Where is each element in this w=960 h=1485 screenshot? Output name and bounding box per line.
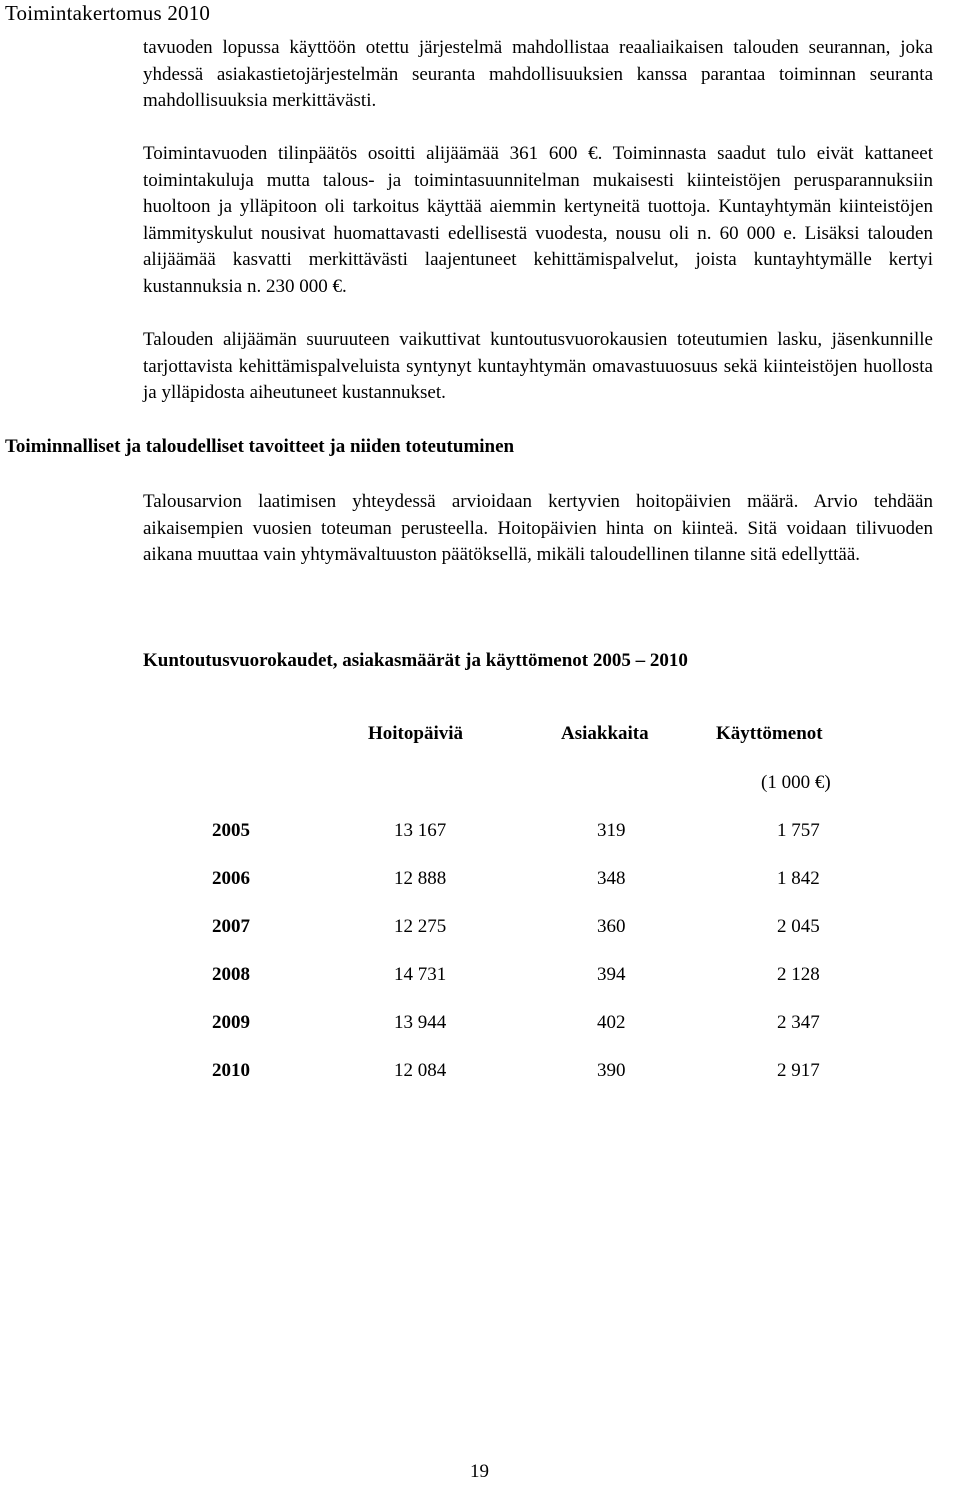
table-cell-kayttomenot: 1 757 [777, 820, 820, 841]
table-row-year: 2007 [212, 916, 250, 937]
paragraph-system-monitoring: tavuoden lopussa käyttöön otettu järjestelmä mahdollistaa reaaliaikaisen talouden seurannan, joka yhdessä asiakastietojärjestelmän seuranta mahdollisuuksien kanssa parantaa toiminnan seuranta mahdollisuuksia merkittävästi. [143, 37, 933, 111]
table-cell-hoitopaivia: 12 084 [394, 1060, 447, 1081]
table-cell-asiakkaita: 390 [597, 1060, 626, 1081]
table-cell-asiakkaita: 360 [597, 916, 626, 937]
table-row-year: 2005 [212, 820, 250, 841]
table-cell-asiakkaita: 348 [597, 868, 626, 889]
table-cell-hoitopaivia: 12 275 [394, 916, 447, 937]
table-cell-asiakkaita: 394 [597, 964, 626, 985]
paragraph-budget-estimation: Talousarvion laatimisen yhteydessä arvioidaan kertyvien hoitopäivien määrä. Arvio tehdään aikaisempien vuosien toteuman perusteella. Hoitopäivien hinta on kiinteä. Sitä voidaan tilivuoden aikana muuttaa vain yhtymävaltuuston päätöksellä, mikäli taloudellinen tilanne sitä edellyttää. [143, 491, 933, 565]
table-row-year: 2008 [212, 964, 250, 985]
table-cell-hoitopaivia: 13 944 [394, 1012, 447, 1033]
paragraph-deficit-causes: Talouden alijäämän suuruuteen vaikuttivat kuntoutusvuorokausien toteutumien lasku, jäsenkunnille tarjottavista kehittämispalveluista syntynyt kuntayhtymän omavastuuosuus sekä kiinteistöjen huollosta ja ylläpidosta aiheutuneet kustannukset. [143, 329, 933, 403]
column-header-asiakkaita: Asiakkaita [561, 723, 649, 744]
table-cell-kayttomenot: 2 347 [777, 1012, 820, 1033]
table-cell-asiakkaita: 319 [597, 820, 626, 841]
table-cell-kayttomenot: 2 917 [777, 1060, 820, 1081]
table-cell-kayttomenot: 2 128 [777, 964, 820, 985]
page-number: 19 [470, 1461, 489, 1482]
table-row-year: 2010 [212, 1060, 250, 1081]
table-cell-hoitopaivia: 14 731 [394, 964, 447, 985]
paragraph-financial-result: Toimintavuoden tilinpäätös osoitti alijäämää 361 600 €. Toiminnasta saadut tulo eivät kattaneet toimintakuluja mutta talous- ja toimintasuunnitelman mukaisesti kiinteistöjen perusparannuksiin huoltoon ja ylläpitoon oli tarkoitus käyttää aiemmin kertyneitä tuottoja. Kuntayhtymän kiinteistöjen lämmityskulut nousivat huomattavasti edellisestä vuodesta, nousu oli n. 60 000 e. Lisäksi talouden alijäämää kasvatti merkittävästi laajentuneet kehittämispalvelut, joista kuntayhtymälle kertyi kustannuksia n. 230 000 €. [143, 143, 933, 297]
table-cell-kayttomenot: 1 842 [777, 868, 820, 889]
table-cell-kayttomenot: 2 045 [777, 916, 820, 937]
column-header-hoitopaivia: Hoitopäiviä [368, 723, 464, 744]
table-cell-asiakkaita: 402 [597, 1012, 626, 1033]
table-title: Kuntoutusvuorokaudet, asiakasmäärät ja käyttömenot 2005 – 2010 [143, 650, 688, 671]
document-header: Toimintakertomus 2010 [5, 1, 211, 25]
unit-label: (1 000 €) [761, 772, 831, 793]
table-cell-hoitopaivia: 13 167 [394, 820, 447, 841]
table-row-year: 2006 [212, 868, 250, 889]
section-heading: Toiminnalliset ja taloudelliset tavoitteet ja niiden toteutuminen [5, 436, 515, 457]
table-row-year: 2009 [212, 1012, 250, 1033]
table-cell-hoitopaivia: 12 888 [394, 868, 447, 889]
column-header-kayttomenot: Käyttömenot [716, 723, 823, 744]
